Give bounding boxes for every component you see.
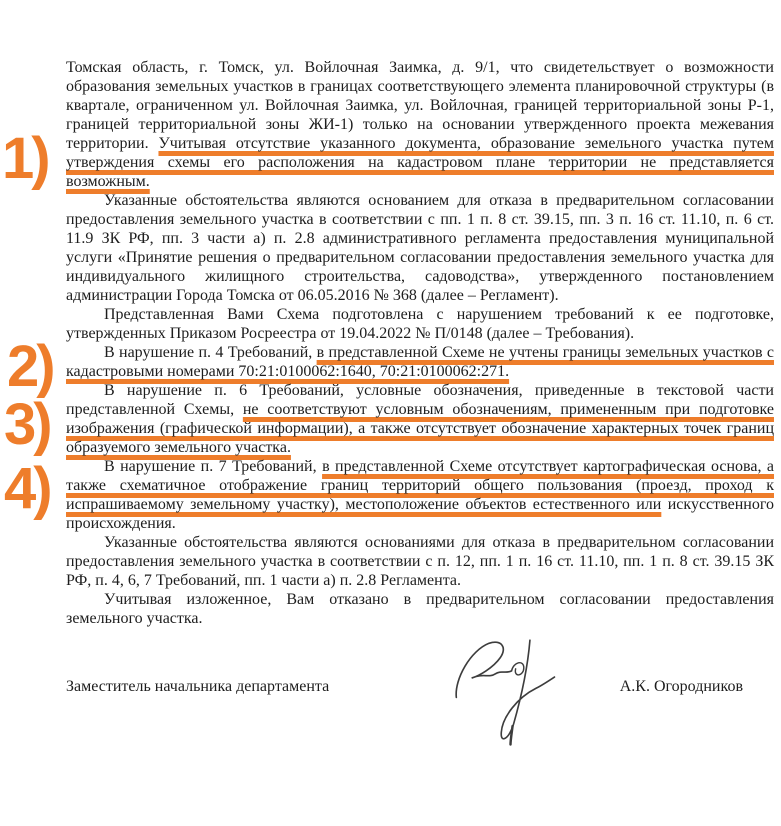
margin-number-annotation: 1) — [2, 126, 48, 191]
paragraph — [66, 343, 774, 381]
body-text: Учитывая изложенное, Вам отказано в предварительном согласовании предоставления земельного участка. — [66, 591, 774, 627]
signatory-position: Заместитель начальника департамента — [66, 678, 330, 695]
body-text: В нарушение п. 6 Требований, условные обозначения, приведенные в текстовой части представленной Схемы, — [66, 382, 774, 418]
signature-handwritten-icon — [446, 630, 574, 768]
signatory-name: А.К. Огородников — [619, 678, 743, 695]
paragraph — [66, 191, 774, 305]
paragraph — [66, 533, 774, 590]
document-body — [66, 58, 774, 628]
body-text: Указанные обстоятельства являются основаниями для отказа в предварительном согласовании предоставления земельного участка в соответствии с п. 12, пп. 1 п. 16 ст. 11.10, пп. 1 п. 8 ст. 39.15 ЗК РФ, п. 4, 6, 7 Требований, пп. 1 части а) п. 2.8 Регламента. — [66, 534, 774, 589]
margin-number-annotation: 3) — [4, 392, 50, 457]
body-text: искусственного происхождения. — [66, 496, 774, 532]
body-text: Представленная Вами Схема подготовлена с нарушением требований к ее подготовке, утвержденных Приказом Росреестра от 19.04.2022 № П/0148 (далее – Требования). — [66, 306, 774, 342]
underlined-text: Учитывая отсутствие указанного документа, образование земельного участка путем утверждения схемы его расположения на кадастровом плане территории не представляется возможным. — [66, 135, 775, 190]
body-text: Томская область, г. Томск, ул. Войлочная Заимка, д. 9/1, что свидетельствует о возможности образования земельных участков в границах соответствующего элемента планировочной структуры (в квартале, ограниченном ул. Войлочная Заимка, ул. Войлочная, границей территориальной зоны Р-1, границей территориальной зоны ЖИ-1) только на основании утвержденного проекта межевания территории. — [66, 59, 774, 152]
paragraph — [66, 58, 774, 191]
underlined-text: в представленной Схеме не учтены границы земельных участков с кадастровыми номерами 70:21:0100062:1640, 70:21:0100062:271. — [66, 344, 775, 380]
underlined-text: не соответствуют условным обозначениям, примененным при подготовке изображения (графической информации), а также отсутствует обозначение характерных точек границ образуемого земельного участка. — [66, 401, 774, 456]
body-text: Указанные обстоятельства являются основанием для отказа в предварительном согласовании предоставления земельного участка в соответствии с пп. 1 п. 8 ст. 39.15, пп. 3 п. 16 ст. 11.10, п. 6 ст. 11.9 ЗК РФ, пп. 3 части а) п. 2.8 административного регламента предоставления муниципальной услуги «Принятие решения о предварительном согласовании предоставления земельного участка для индивидуального жилищного строительства, садоводства», утвержденного постановлением администрации Города Томска от 06.05.2016 № 368 (далее – Регламент). — [66, 192, 774, 304]
underlined-text: в представленной Схеме отсутствует картографическая основа, а также схематичное отображение границ территорий общего пользования (проезд, проход к испрашиваемому земельному участку), местоположение объектов естественного или — [66, 458, 775, 513]
signature-block — [66, 678, 743, 696]
paragraph — [66, 381, 774, 457]
body-text: В нарушение п. 7 Требований, — [104, 458, 323, 475]
margin-number-annotation: 2) — [7, 334, 53, 399]
paragraph — [66, 457, 774, 533]
paragraph — [66, 305, 774, 343]
body-text: В нарушение п. 4 Требований, — [104, 344, 317, 361]
margin-number-annotation: 4) — [4, 456, 50, 521]
paragraph — [66, 590, 774, 628]
